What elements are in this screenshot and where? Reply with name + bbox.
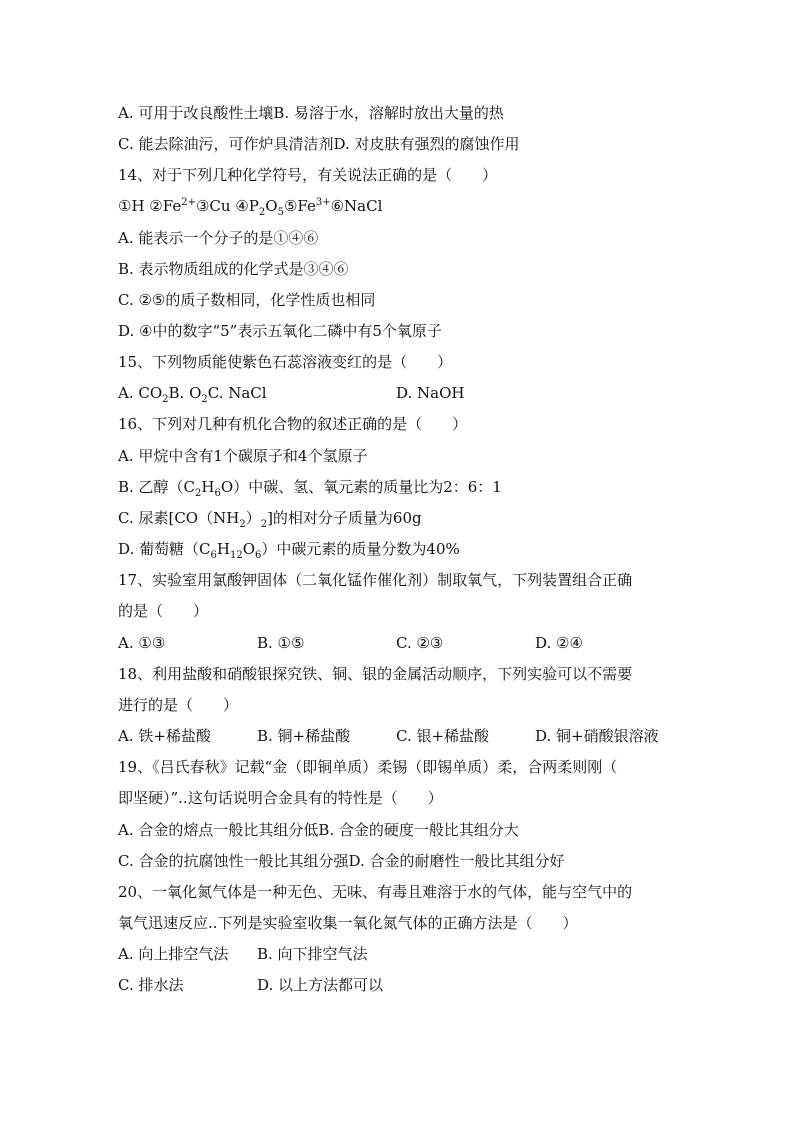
q14-symbols: ①H $②Fe^{2+}③Cu$ $④P_2O_5⑤Fe^{3+}⑥NaCl$ <box>118 197 383 218</box>
q18-stem-line2: 进行的是（ ） <box>118 696 239 714</box>
q17-stem-line1: 17、实验室用氯酸钾固体（二氧化锰作催化剂）制取氧气，下列装置组合正确 <box>118 571 633 589</box>
q16-option-d: D. 葡萄糖$(C_6H_{12}O_6)$中碳元素的质量分数为40% <box>118 540 460 561</box>
q14-stem: 14、对于下列几种化学符号，有关说法正确的是（ ） <box>118 166 498 184</box>
q15-option-d: D. NaOH <box>396 384 465 402</box>
q14-option-d: D. ④中的数字“5”表示五氧化二磷中有5个氧原子 <box>118 322 442 340</box>
q20-option-d: D. 以上方法都可以 <box>257 976 384 994</box>
q20-option-a: A. 向上排空气法 <box>118 945 229 963</box>
q16-stem: 16、下列对几种有机化合物的叙述正确的是（ ） <box>118 415 468 433</box>
q20-option-b: B. 向下排空气法 <box>257 945 368 963</box>
q19-stem-line2: 即坚硬）”..这句话说明合金具有的特性是（ ） <box>118 789 443 807</box>
q13-options-ab: A. 可用于改良酸性土壤B. 易溶于水，溶解时放出大量的热 <box>118 104 504 122</box>
q15-stem: 15、下列物质能使紫色石蕊溶液变红的是（ ） <box>118 353 453 371</box>
q17-option-c: C. ②③ <box>396 634 444 652</box>
q19-options-cd: C. 合金的抗腐蚀性一般比其组分强D. 合金的耐磨性一般比其组分好 <box>118 852 565 870</box>
q17-option-b: B. ①⑤ <box>257 634 305 652</box>
q14-option-a: A. 能表示一个分子的是①④⑥ <box>118 229 319 247</box>
q18-option-a: A. 铁+稀盐酸 <box>118 727 211 745</box>
q18-option-b: B. 铜+稀盐酸 <box>257 727 351 745</box>
q19-options-ab: A. 合金的熔点一般比其组分低B. 合金的硬度一般比其组分大 <box>118 821 519 839</box>
q20-stem-line2: 氧气迅速反应..下列是实验室收集一氧化氮气体的正确方法是（ ） <box>118 914 578 932</box>
q16-option-a: A. 甲烷中含有1个碳原子和4个氢原子 <box>118 447 368 465</box>
q19-stem-line1: 19、《吕氏春秋》记载“金（即铜单质）柔锡（即锡单质）柔，合两柔则刚（ <box>118 758 618 776</box>
q14-option-c: C. ②⑤的质子数相同，化学性质也相同 <box>118 291 376 309</box>
q17-option-a: A. ①③ <box>118 634 166 652</box>
q18-option-c: C. 银+稀盐酸 <box>396 727 490 745</box>
q15-options-abc: A. $CO_2B$. $O_2C$. NaCl <box>118 384 267 405</box>
q16-option-c: C. 尿素$[CO(NH_2)_2]$的相对分子质量为60g <box>118 509 422 530</box>
q17-option-d: D. ②④ <box>535 634 583 652</box>
q17-stem-line2: 的是（ ） <box>118 602 209 620</box>
q14-option-b: B. 表示物质组成的化学式是③④⑥ <box>118 260 349 278</box>
q18-stem-line1: 18、利用盐酸和硝酸银探究铁、铜、银的金属活动顺序，下列实验可以不需要 <box>118 665 633 683</box>
q13-options-cd: C. 能去除油污，可作炉具清洁剂D. 对皮肤有强烈的腐蚀作用 <box>118 135 520 153</box>
q16-option-b: B. 乙醇$(C_2H_6O)$中碳、氢、氧元素的质量比为2：6：1 <box>118 478 502 499</box>
q20-stem-line1: 20、一氧化氮气体是一种无色、无味、有毒且难溶于水的气体，能与空气中的 <box>118 883 633 901</box>
q20-option-c: C. 排水法 <box>118 976 184 994</box>
q18-option-d: D. 铜+硝酸银溶液 <box>535 727 659 745</box>
